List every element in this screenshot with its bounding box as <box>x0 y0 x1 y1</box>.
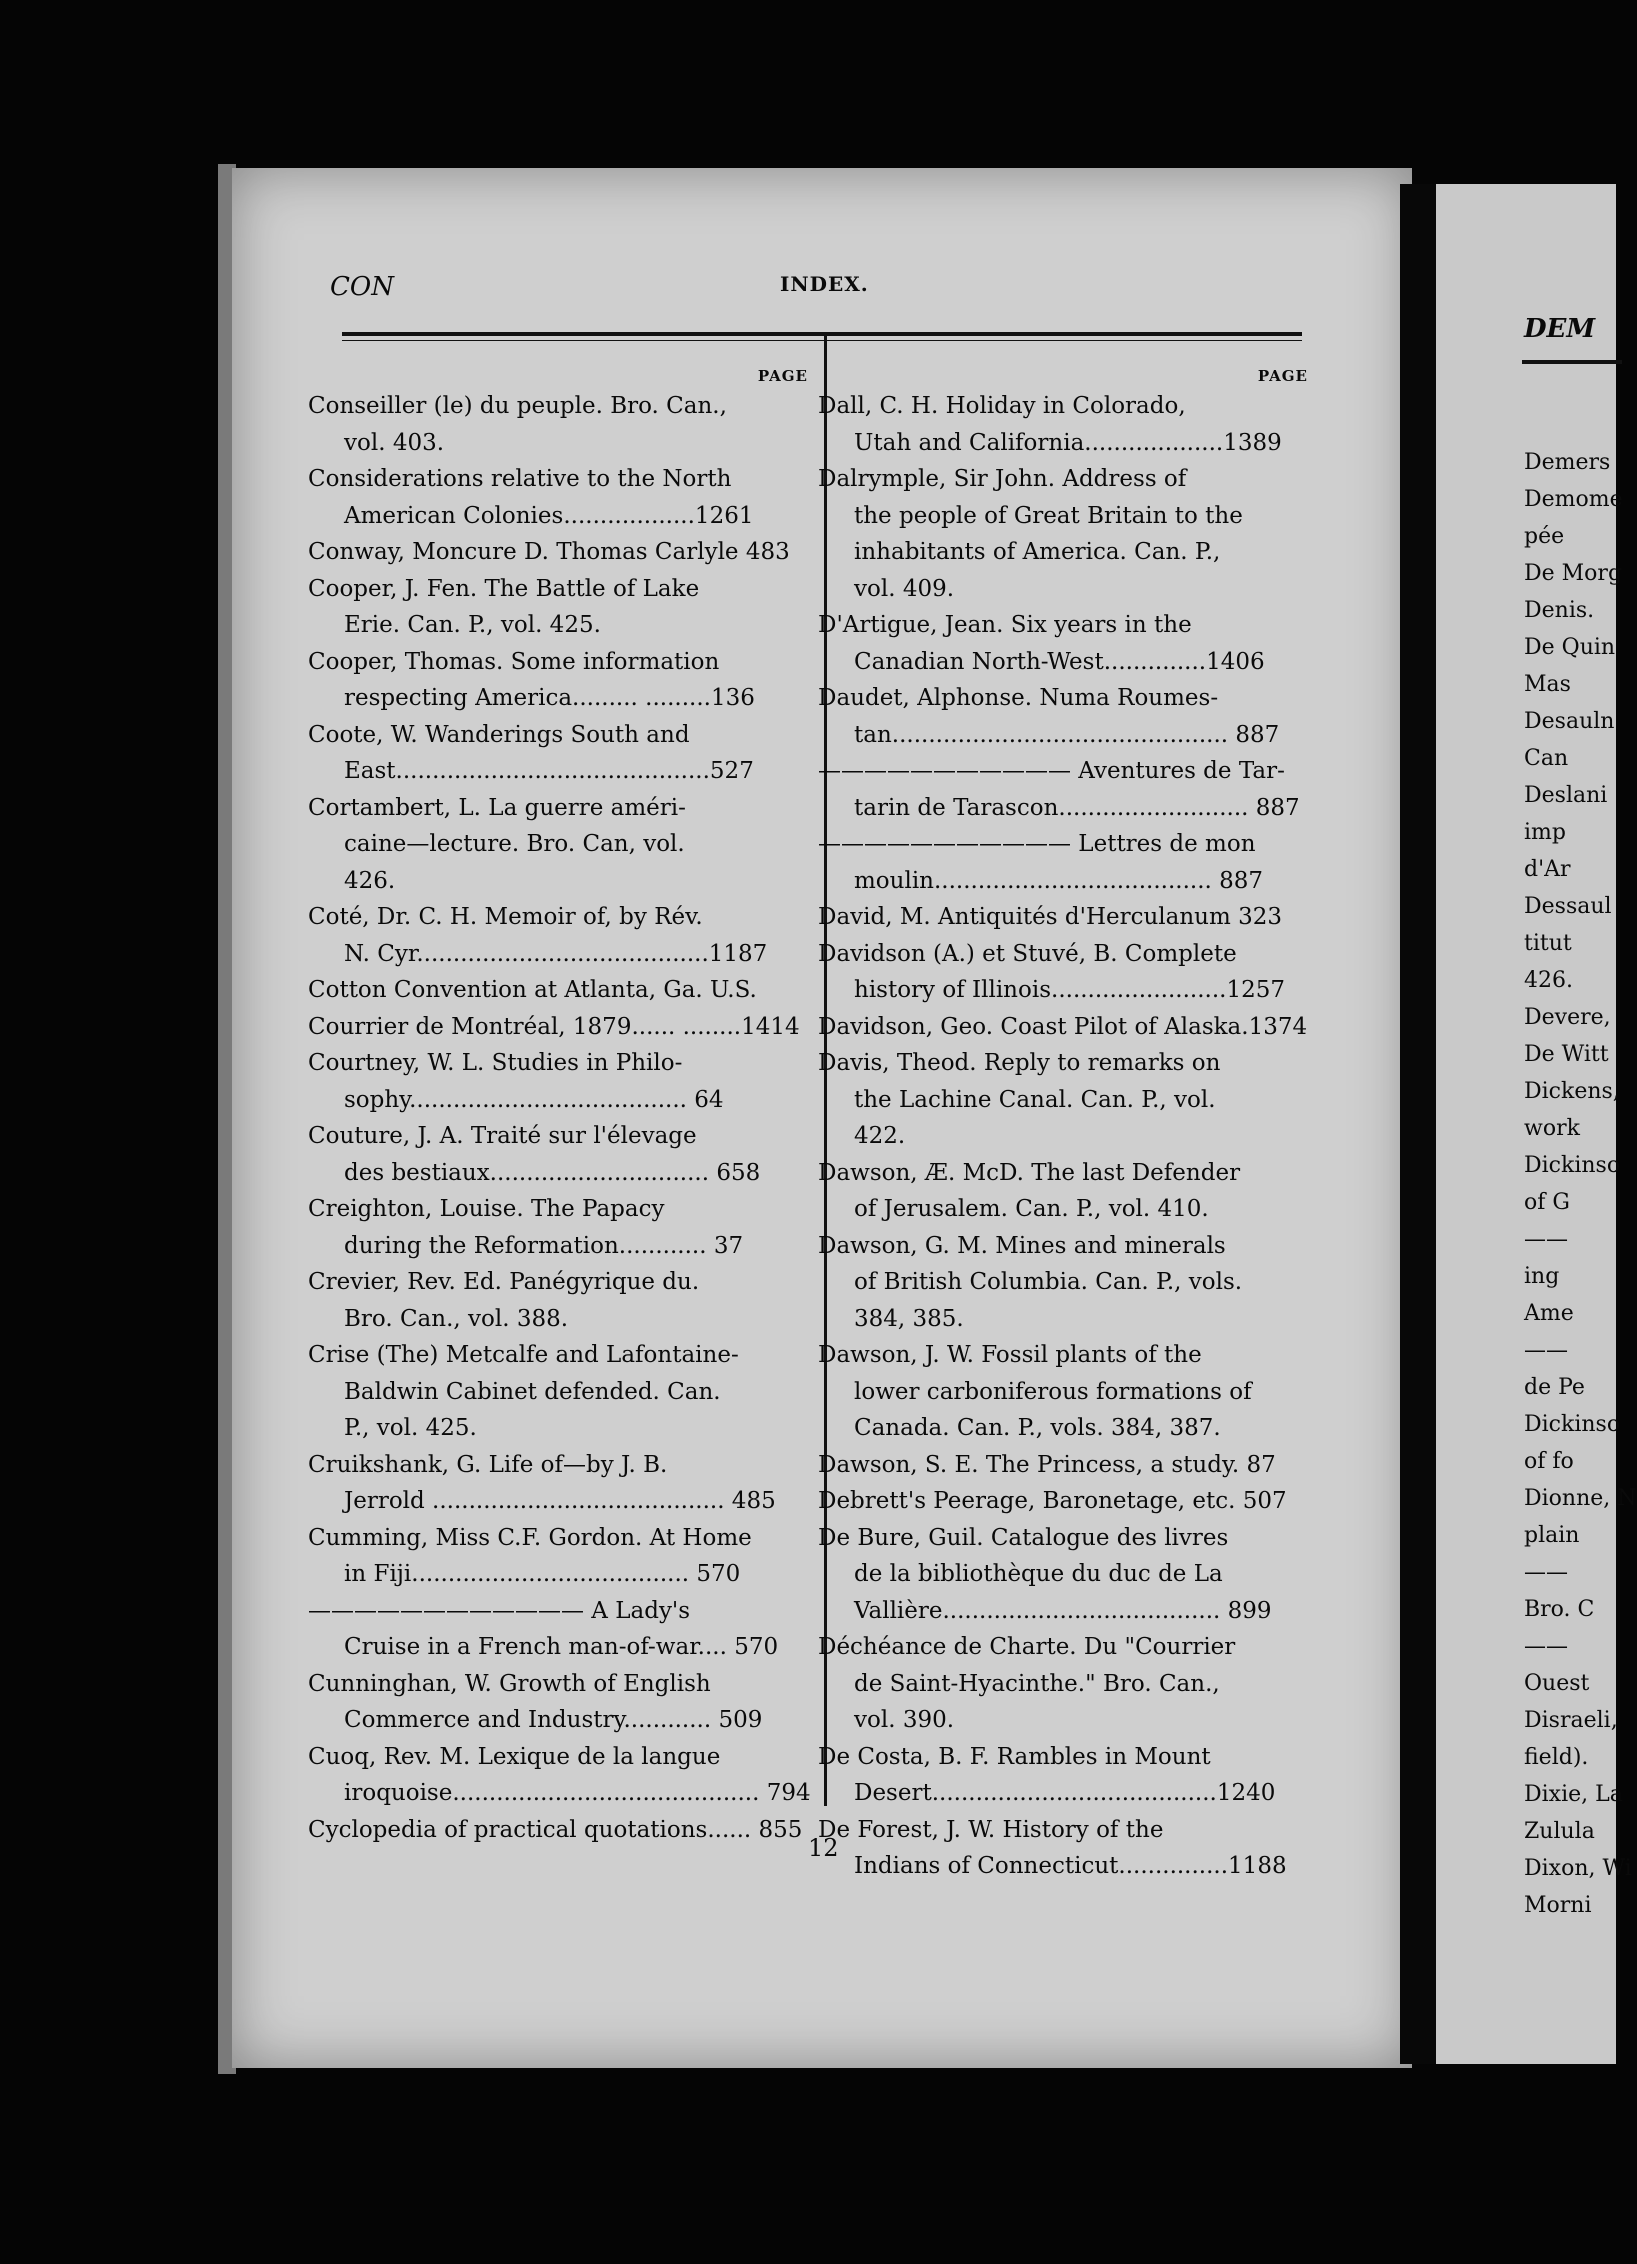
adjacent-line: De Quin <box>1524 635 1616 660</box>
index-entry <box>308 461 808 534</box>
page-label-left: PAGE <box>757 367 808 385</box>
entry-heading-line: Couture, J. A. Traité sur l'élevage <box>308 1123 697 1149</box>
entry-continuation-line: in Fiji...................................... 570 <box>344 1561 741 1587</box>
entry-heading-line: Courtney, W. L. Studies in Philo- <box>308 1050 683 1076</box>
running-head-center: INDEX. <box>780 272 869 296</box>
entry-heading-line: David, M. Antiquités d'Herculanum 323 <box>818 904 1283 930</box>
adjacent-line: of G <box>1524 1190 1570 1215</box>
adjacent-line: titut <box>1524 931 1572 956</box>
adjacent-line: Dixie, La <box>1524 1782 1623 1807</box>
entry-continuation-line: 422. <box>854 1123 906 1149</box>
running-head-left: CON <box>330 272 394 302</box>
adjacent-line: Can <box>1524 746 1569 771</box>
entry-heading-line: Cooper, Thomas. Some information <box>308 648 720 675</box>
page-label-right: PAGE <box>1257 367 1308 385</box>
entry-heading-line: Cuoq, Rev. M. Lexique de la langue <box>308 1743 721 1770</box>
index-entry <box>818 826 1308 899</box>
index-entry <box>308 1447 808 1520</box>
entry-heading-line: ——————————— Lettres de mon <box>818 831 1256 857</box>
entry-continuation-line: during the Reformation............ 37 <box>344 1232 744 1259</box>
index-entry <box>308 1520 808 1593</box>
adjacent-line: 426. <box>1524 968 1573 993</box>
entry-continuation-line: Erie. Can. P., vol. 425. <box>344 612 601 638</box>
entry-heading-line: Coote, W. Wanderings South and <box>308 721 690 748</box>
adjacent-line: Dixon, Wi <box>1524 1856 1632 1881</box>
entry-continuation-line: history of Illinois........................1257 <box>854 977 1286 1003</box>
entry-continuation-line: respecting America......... .........136 <box>344 685 755 711</box>
index-entry <box>818 936 1308 1009</box>
index-entry <box>308 571 808 644</box>
index-entry <box>308 1337 808 1447</box>
entry-continuation-line: Jerrold ........................................ 485 <box>344 1488 776 1514</box>
index-entry <box>818 607 1308 680</box>
book-gutter <box>1400 184 1436 2064</box>
entry-continuation-line: vol. 403. <box>344 429 445 456</box>
index-entry <box>818 388 1308 461</box>
left-entries <box>308 388 811 1848</box>
entry-continuation-line: P., vol. 425. <box>344 1415 477 1441</box>
right-column <box>818 364 1308 1885</box>
entry-continuation-line: of Jerusalem. Can. P., vol. 410. <box>854 1196 1209 1222</box>
entry-heading-line: Dawson, J. W. Fossil plants of the <box>818 1342 1202 1368</box>
entry-continuation-line: vol. 390. <box>854 1707 955 1733</box>
entry-heading-line: Déchéance de Charte. Du "Courrier <box>818 1634 1236 1660</box>
index-entry <box>308 644 808 717</box>
entry-heading-line: Dawson, S. E. The Princess, a study. 87 <box>818 1451 1276 1478</box>
entry-heading-line: Cortambert, L. La guerre améri- <box>308 794 686 821</box>
entry-heading-line: Cotton Convention at Atlanta, Ga. U.S. <box>308 977 757 1003</box>
entry-continuation-line: Baldwin Cabinet defended. Can. <box>344 1378 721 1405</box>
entry-continuation-line: Utah and California...................1389 <box>854 429 1282 456</box>
entry-continuation-line: Vallière...................................... 899 <box>854 1597 1272 1624</box>
adjacent-line: —— <box>1524 1634 1568 1659</box>
adjacent-line: de Pe <box>1524 1375 1585 1400</box>
index-entry <box>308 1045 808 1118</box>
adjacent-line: Demome <box>1524 487 1623 512</box>
index-entry <box>818 1812 1308 1885</box>
adjacent-line: of fo <box>1524 1449 1574 1474</box>
entry-heading-line: Cyclopedia of practical quotations...... 855 <box>308 1816 803 1843</box>
index-entry <box>818 461 1308 607</box>
entry-heading-line: De Forest, J. W. History of the <box>818 1816 1164 1843</box>
left-column <box>308 364 811 1848</box>
adjacent-line: De Witt <box>1524 1042 1609 1067</box>
entry-continuation-line: N. Cyr........................................1187 <box>344 940 768 967</box>
index-entry <box>818 680 1308 753</box>
entry-continuation-line: Canadian North-West..............1406 <box>854 648 1265 675</box>
index-entry <box>818 899 1308 936</box>
right-entries <box>818 388 1308 1885</box>
entry-heading-line: Dall, C. H. Holiday in Colorado, <box>818 393 1186 419</box>
entry-heading-line: Cruikshank, G. Life of—by J. B. <box>308 1451 668 1478</box>
adjacent-line: —— <box>1524 1338 1568 1363</box>
index-entry <box>308 790 808 900</box>
entry-continuation-line: de la bibliothèque du duc de La <box>854 1561 1223 1587</box>
index-entry <box>818 1629 1308 1739</box>
entry-continuation-line: moulin...................................... 887 <box>854 867 1264 894</box>
index-entry <box>308 388 808 461</box>
entry-heading-line: D'Artigue, Jean. Six years in the <box>818 612 1192 638</box>
adjacent-line: Zulula <box>1524 1819 1595 1844</box>
entry-heading-line: ——————————— Aventures de Tar- <box>818 758 1285 784</box>
index-entry <box>818 1155 1308 1228</box>
index-entry <box>308 1009 808 1046</box>
adjacent-line: Dickinso <box>1524 1412 1621 1437</box>
adjacent-line: —— <box>1524 1227 1568 1252</box>
entry-heading-line: ———————————— A Lady's <box>308 1597 691 1624</box>
entry-continuation-line: de Saint-Hyacinthe." Bro. Can., <box>854 1670 1220 1697</box>
adjacent-line: work <box>1524 1116 1580 1141</box>
header-rule <box>342 332 1302 336</box>
entry-continuation-line: tarin de Tarascon.......................... 887 <box>854 794 1300 821</box>
adjacent-line: Desauln <box>1524 709 1615 734</box>
adjacent-line: pée <box>1524 524 1565 549</box>
entry-continuation-line: East...........................................527 <box>344 758 754 784</box>
adjacent-running-head: DEM <box>1524 314 1596 344</box>
adjacent-line: Ame <box>1524 1301 1574 1326</box>
entry-heading-line: Cunninghan, W. Growth of English <box>308 1670 711 1697</box>
adjacent-line: Demers <box>1524 450 1611 475</box>
entry-continuation-line: Indians of Connecticut...............1188 <box>854 1853 1287 1879</box>
entry-continuation-line: lower carboniferous formations of <box>854 1378 1252 1405</box>
adjacent-line: field). <box>1524 1745 1589 1770</box>
entry-continuation-line: sophy...................................... 64 <box>344 1086 724 1113</box>
entry-heading-line: Dawson, Æ. McD. The last Defender <box>818 1159 1241 1186</box>
index-entry <box>308 1812 808 1849</box>
adjacent-line: Mas <box>1524 672 1571 697</box>
entry-heading-line: Davis, Theod. Reply to remarks on <box>818 1050 1221 1076</box>
entry-continuation-line: the people of Great Britain to the <box>854 502 1243 529</box>
entry-continuation-line: Canada. Can. P., vols. 384, 387. <box>854 1415 1221 1441</box>
entry-continuation-line: Cruise in a French man-of-war.... 570 <box>344 1634 779 1660</box>
entry-continuation-line: tan.............................................. 887 <box>854 721 1280 748</box>
entry-heading-line: Crise (The) Metcalfe and Lafontaine- <box>308 1342 739 1368</box>
index-entry <box>818 1045 1308 1155</box>
index-entry <box>818 1228 1308 1338</box>
entry-continuation-line: vol. 409. <box>854 575 955 602</box>
entry-heading-line: Crevier, Rev. Ed. Panégyrique du. <box>308 1269 700 1295</box>
adjacent-line: d'Ar <box>1524 857 1571 882</box>
adjacent-line: —— <box>1524 1560 1568 1585</box>
entry-continuation-line: Commerce and Industry............ 509 <box>344 1707 763 1733</box>
index-entry <box>818 1483 1308 1520</box>
adjacent-header-rule <box>1522 360 1622 364</box>
adjacent-line: Dessaul <box>1524 894 1612 919</box>
entry-continuation-line: Desert.......................................1240 <box>854 1780 1276 1806</box>
entry-heading-line: Davidson (A.) et Stuvé, B. Complete <box>818 940 1237 967</box>
page-number: 12 <box>808 1834 839 1862</box>
adjacent-page <box>1436 184 1637 2064</box>
entry-heading-line: Coté, Dr. C. H. Memoir of, by Rév. <box>308 904 703 930</box>
index-entry <box>818 1009 1308 1046</box>
entry-continuation-line: inhabitants of America. Can. P., <box>854 539 1221 565</box>
adjacent-line: Denis. <box>1524 598 1595 623</box>
entry-continuation-line: of British Columbia. Can. P., vols. <box>854 1269 1243 1295</box>
adjacent-line: Dickens, <box>1524 1079 1620 1104</box>
adjacent-line: Dickinso <box>1524 1153 1621 1178</box>
entry-continuation-line: 426. <box>344 867 396 894</box>
entry-heading-line: Dawson, G. M. Mines and minerals <box>818 1232 1226 1259</box>
index-entry <box>308 1191 808 1264</box>
adjacent-line: Deslani <box>1524 783 1608 808</box>
adjacent-line: Bro. C <box>1524 1597 1595 1622</box>
index-entry <box>818 753 1308 826</box>
entry-continuation-line: caine—lecture. Bro. Can, vol. <box>344 831 685 857</box>
entry-heading-line: Considerations relative to the North <box>308 466 732 492</box>
entry-heading-line: Courrier de Montréal, 1879...... ........1414 <box>308 1013 800 1040</box>
entry-heading-line: Dalrymple, Sir John. Address of <box>818 466 1187 492</box>
entry-continuation-line: des bestiaux.............................. 658 <box>344 1159 761 1186</box>
adjacent-line: De Morg <box>1524 561 1623 586</box>
index-page <box>232 168 1412 2068</box>
entry-heading-line: Debrett's Peerage, Baronetage, etc. 507 <box>818 1488 1287 1514</box>
index-entry <box>308 1739 811 1812</box>
entry-heading-line: Daudet, Alphonse. Numa Roumes- <box>818 685 1219 711</box>
index-entry <box>308 899 808 972</box>
entry-heading-line: Cumming, Miss C.F. Gordon. At Home <box>308 1524 752 1551</box>
index-entry <box>308 972 808 1009</box>
adjacent-line: ing <box>1524 1264 1560 1289</box>
index-entry <box>308 1593 808 1666</box>
index-entry <box>308 534 808 571</box>
entry-continuation-line: the Lachine Canal. Can. P., vol. <box>854 1086 1216 1113</box>
adjacent-line: Ouest <box>1524 1671 1590 1696</box>
header-rule-thin <box>342 340 1302 341</box>
index-entry <box>308 1118 808 1191</box>
entry-continuation-line: Bro. Can., vol. 388. <box>344 1305 569 1332</box>
entry-continuation-line: 384, 385. <box>854 1305 964 1332</box>
index-entry <box>818 1337 1308 1447</box>
index-entry <box>308 1666 808 1739</box>
index-entry <box>818 1739 1308 1812</box>
entry-continuation-line: American Colonies..................1261 <box>344 502 754 529</box>
adjacent-line: Disraeli, <box>1524 1708 1618 1733</box>
entry-heading-line: Creighton, Louise. The Papacy <box>308 1196 665 1222</box>
entry-heading-line: De Costa, B. F. Rambles in Mount <box>818 1743 1211 1770</box>
entry-heading-line: Conway, Moncure D. Thomas Carlyle 483 <box>308 539 790 565</box>
adjacent-line: Morni <box>1524 1893 1592 1918</box>
adjacent-line: imp <box>1524 820 1566 845</box>
entry-heading-line: Conseiller (le) du peuple. Bro. Can., <box>308 393 727 419</box>
adjacent-line: plain <box>1524 1523 1580 1548</box>
entry-heading-line: De Bure, Guil. Catalogue des livres <box>818 1524 1229 1551</box>
index-entry <box>308 717 808 790</box>
entry-continuation-line: iroquoise.......................................... 794 <box>344 1780 811 1806</box>
adjacent-lines <box>1524 444 1637 1924</box>
entry-heading-line: Cooper, J. Fen. The Battle of Lake <box>308 575 700 602</box>
index-entry <box>308 1264 808 1337</box>
index-entry <box>818 1520 1308 1630</box>
index-entry <box>818 1447 1308 1484</box>
adjacent-line: Dionne, N <box>1524 1486 1637 1511</box>
entry-heading-line: Davidson, Geo. Coast Pilot of Alaska.1374 <box>818 1013 1308 1040</box>
adjacent-line: Devere, <box>1524 1005 1611 1030</box>
